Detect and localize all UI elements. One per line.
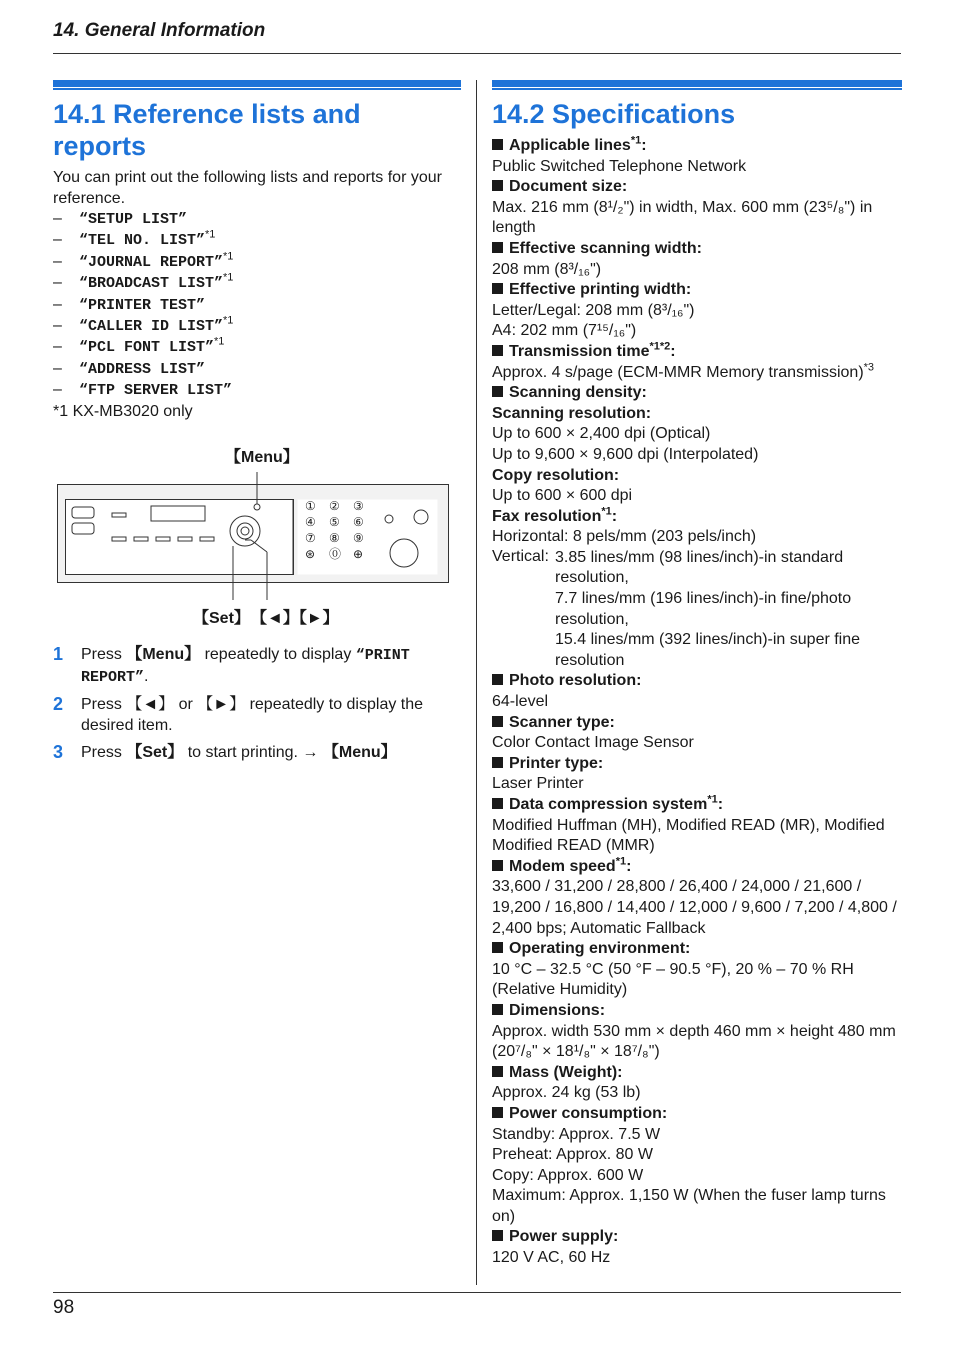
- spec-value: Up to 600 × 600 dpi: [492, 487, 633, 505]
- spec-value: Laser Printer: [492, 775, 584, 793]
- spec-heading: Scanner type:: [492, 713, 902, 734]
- spec-value: Letter/Legal: 208 mm (8³/₁₆"): [492, 301, 695, 319]
- step-3: 3 Press 【Set】 to start printing. → 【Menu】: [53, 742, 397, 763]
- footnote: *1 KX-MB3020 only: [53, 402, 193, 420]
- spec-value: Maximum: Approx. 1,150 W (When the fuser lamp turns on): [492, 1187, 886, 1225]
- arrow-keys-label: 【◄】【►】: [251, 610, 339, 628]
- list-item: – “TEL NO. LIST”$^{*1}$: [53, 229, 216, 250]
- bullet-square-icon: [492, 674, 503, 685]
- list-item: – “PRINTER TEST”: [53, 295, 206, 314]
- spec-heading: Photo resolution:: [492, 671, 902, 692]
- spec-heading: Data compression system$^{*1}$:: [492, 795, 902, 816]
- footer-rule: [53, 1292, 901, 1293]
- spec-value: 64-level: [492, 693, 549, 711]
- spec-value: Up to 600 × 2,400 dpi (Optical): [492, 425, 711, 443]
- vertical-resolution: Vertical: 3.85 lines/mm (98 lines/inch)-in standard resolution, 7.7 lines/mm (196 lines/inch)-in fine/photo resolution, 15.4 lines/mm (392 lines/inch)-in super fine resolution: [492, 547, 861, 669]
- spec-value: A4: 202 mm (7¹⁵/₁₆"): [492, 322, 637, 340]
- bullet-square-icon: [492, 860, 503, 871]
- keypad-key: ①: [305, 499, 316, 514]
- spec-subheading: Fax resolution$^{*1}$:: [492, 505, 618, 525]
- bullet-square-icon: [492, 345, 503, 356]
- specifications-section: [492, 80, 902, 1269]
- list-item: – “CALLER ID LIST”$^{*1}$: [53, 314, 234, 336]
- spec-value: 33,600 / 31,200 / 28,800 / 26,400 / 24,000 / 21,600 / 19,200 / 16,800 / 14,400 / 12,000 / 9,600 / 7,200 / 4,800 / 2,400 bps; Automatic Fallback: [492, 878, 897, 937]
- spec-value: 208 mm (8³/₁₆"): [492, 260, 602, 278]
- list-item: – “JOURNAL REPORT”$^{*1}$: [53, 250, 234, 271]
- spec-heading: Transmission time$^{*1*2}$:: [492, 342, 902, 363]
- spec-heading: Operating environment:: [492, 939, 902, 960]
- list-item: – “ADDRESS LIST”: [53, 359, 206, 378]
- spec-value: Color Contact Image Sensor: [492, 734, 694, 752]
- spec-subheading: Copy resolution:: [492, 466, 620, 484]
- spec-value: 120 V AC, 60 Hz: [492, 1249, 611, 1267]
- set-key-label: 【Set】: [193, 610, 250, 628]
- keypad-key: ②: [329, 499, 340, 514]
- page-number: 98: [53, 1297, 75, 1318]
- section-bar: [492, 80, 902, 88]
- spec-value: Max. 216 mm (8¹/₂") in width, Max. 600 mm (23⁵/₈") in length: [492, 198, 873, 237]
- spec-heading: Mass (Weight):: [492, 1063, 902, 1084]
- bullet-square-icon: [492, 1004, 503, 1015]
- bullet-square-icon: [492, 1230, 503, 1241]
- spec-heading: Effective printing width:: [492, 280, 902, 301]
- section-title: 14.2 Specifications: [492, 99, 736, 129]
- section-bar: [53, 80, 461, 88]
- keypad: [305, 498, 375, 562]
- spec-heading: Effective scanning width:: [492, 239, 902, 260]
- bullet-square-icon: [492, 1107, 503, 1118]
- bullet-square-icon: [492, 283, 503, 294]
- spec-heading: Power supply:: [492, 1227, 902, 1248]
- spec-value: Approx. width 530 mm × depth 460 mm × height 480 mm (20⁷/₈" × 18¹/₈" × 18⁷/₈"): [492, 1022, 896, 1061]
- keypad-key: ⊕: [353, 547, 364, 562]
- bullet-square-icon: [492, 798, 503, 809]
- keypad-key: ④: [305, 515, 316, 530]
- bullet-square-icon: [492, 180, 503, 191]
- keypad-key: ⊛: [305, 547, 316, 562]
- list-item: – “FTP SERVER LIST”: [53, 381, 233, 400]
- bullet-square-icon: [492, 242, 503, 253]
- bullet-square-icon: [492, 1066, 503, 1077]
- keypad-key: ⑦: [305, 531, 316, 546]
- list-item: – “SETUP LIST”: [53, 210, 188, 228]
- bullet-square-icon: [492, 386, 503, 397]
- bullet-square-icon: [492, 716, 503, 727]
- spec-value: Standby: Approx. 7.5 W: [492, 1125, 661, 1143]
- page-header-title: 14. General Information: [53, 20, 266, 41]
- section-title: 14.1 Reference lists and reports: [53, 99, 361, 161]
- spec-heading: Power consumption:: [492, 1104, 902, 1125]
- spec-value: Approx. 24 kg (53 lb): [492, 1084, 641, 1102]
- list-item: – “BROADCAST LIST”$^{*1}$: [53, 271, 234, 293]
- bullet-square-icon: [492, 139, 503, 150]
- spec-value: Up to 9,600 × 9,600 dpi (Interpolated): [492, 445, 759, 463]
- spec-heading: Scanning density:: [492, 383, 902, 404]
- column-divider: [476, 80, 477, 1285]
- menu-key-label: 【Menu】: [225, 449, 299, 467]
- spec-value: Public Switched Telephone Network: [492, 157, 747, 175]
- steps-list: [53, 644, 461, 763]
- keypad-key: ⑤: [329, 515, 340, 530]
- report-list: [53, 209, 461, 402]
- keypad-key: ⓪: [329, 547, 342, 562]
- spec-heading: Applicable lines$^{*1}$:: [492, 136, 902, 157]
- bullet-square-icon: [492, 942, 503, 953]
- spec-value: Copy: Approx. 600 W: [492, 1166, 644, 1184]
- reference-lists-section: [53, 80, 461, 769]
- spec-value: Horizontal: 8 pels/mm (203 pels/inch): [492, 528, 757, 546]
- spec-heading: Dimensions:: [492, 1001, 902, 1022]
- spec-heading: Document size:: [492, 177, 902, 198]
- step-2: 2 Press 【◄】 or 【►】 repeatedly to display the desired item.: [53, 694, 424, 735]
- header-rule: [53, 53, 901, 54]
- step-1: 1 Press 【Menu】 repeatedly to display “PRINT REPORT”.: [53, 644, 410, 687]
- spec-heading: Printer type:: [492, 754, 902, 775]
- control-panel-diagram: [53, 450, 461, 630]
- spec-value: Approx. 4 s/page (ECM-MMR Memory transmission)$^{*3}$: [492, 361, 875, 381]
- spec-value: Preheat: Approx. 80 W: [492, 1146, 653, 1164]
- spec-value: Modified Huffman (MH), Modified READ (MR), Modified Modified READ (MMR): [492, 816, 885, 855]
- list-item: – “PCL FONT LIST”$^{*1}$: [53, 336, 225, 357]
- bullet-square-icon: [492, 757, 503, 768]
- spec-subheading: Scanning resolution:: [492, 404, 652, 422]
- keypad-key: ⑧: [329, 531, 340, 546]
- keypad-key: ③: [353, 499, 364, 514]
- keypad-key: ⑨: [353, 531, 364, 546]
- intro-text: You can print out the following lists and reports for your reference.: [53, 169, 442, 207]
- spec-heading: Modem speed$^{*1}$:: [492, 857, 902, 878]
- spec-value: 10 °C – 32.5 °C (50 °F – 90.5 °F), 20 % – 70 % RH (Relative Humidity): [492, 960, 854, 999]
- keypad-key: ⑥: [353, 515, 364, 530]
